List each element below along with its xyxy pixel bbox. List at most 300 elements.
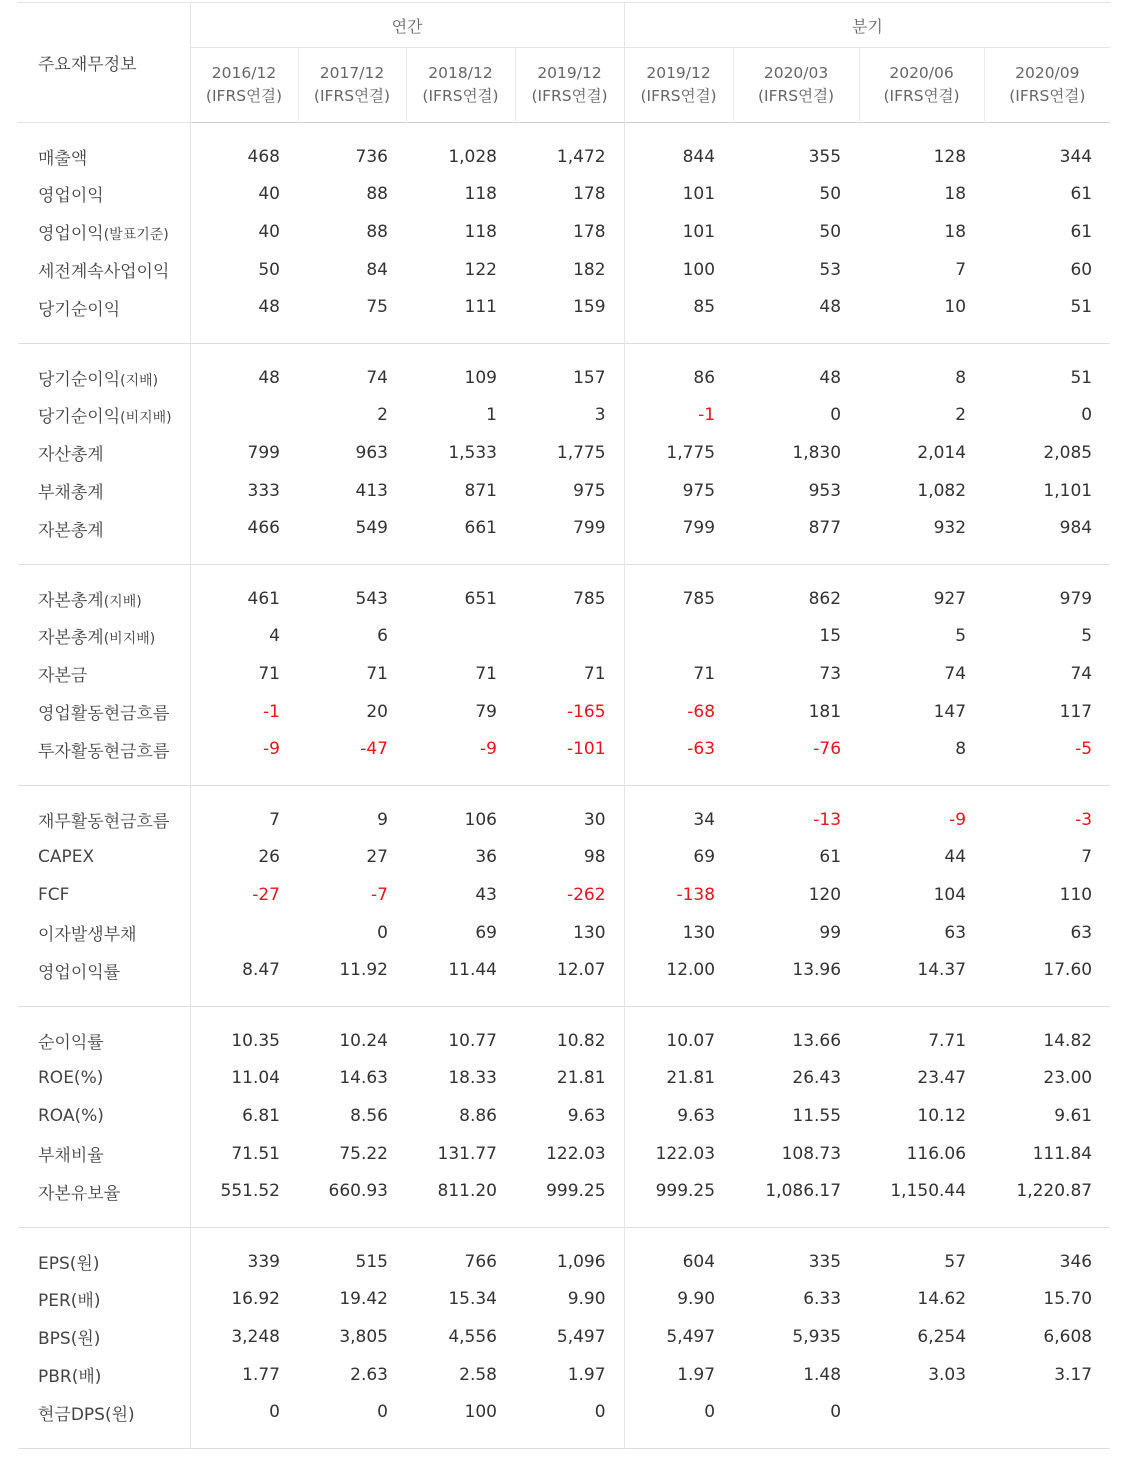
row-label — [18, 123, 190, 175]
value-cell: 111 — [464, 297, 497, 318]
row-label — [18, 786, 190, 838]
value-cell: 10.35 — [190, 1007, 298, 1059]
table-row — [18, 876, 1110, 914]
value-cell: 111.84 — [1032, 1143, 1093, 1164]
row-group — [18, 1228, 1110, 1449]
value-cell: 110 — [1059, 884, 1093, 905]
value-cell: 8 — [955, 739, 967, 760]
row-label — [18, 1059, 190, 1097]
value-cell: 122.03 — [624, 1135, 733, 1173]
value-cell: 13.66 — [792, 1030, 842, 1051]
value-cell: 57 — [944, 1251, 967, 1272]
table-row — [18, 693, 1110, 731]
period-basis: (IFRS연결) — [1009, 87, 1086, 105]
table-row — [18, 289, 1110, 344]
row-label — [18, 914, 190, 952]
value-cell: 9.63 — [624, 1097, 733, 1135]
row-label-text: 자본총계 — [38, 520, 104, 541]
value-cell: 799 — [573, 518, 606, 539]
table-header — [18, 3, 1110, 123]
row-label — [18, 1318, 190, 1356]
value-cell: -1 — [190, 693, 298, 731]
value-cell: 811.20 — [437, 1181, 497, 1202]
value-cell: 23.00 — [1043, 1067, 1093, 1088]
value-cell: 953 — [808, 480, 842, 501]
value-cell: 10.24 — [339, 1030, 388, 1051]
period-header — [190, 48, 298, 123]
period-basis: (IFRS연결) — [205, 87, 283, 105]
value-cell: 61 — [1070, 221, 1093, 242]
value-cell: 651 — [464, 588, 497, 609]
row-label-text: 당기순이익 — [38, 407, 121, 427]
period-header — [984, 48, 1110, 123]
value-cell: 963 — [355, 442, 388, 463]
row-label-text: 재무활동현금흐름 — [38, 812, 170, 833]
value-cell: 79 — [475, 701, 497, 722]
row-label — [18, 1135, 190, 1173]
value-cell: 551.52 — [190, 1173, 298, 1228]
value-cell: 13.96 — [792, 960, 842, 981]
value-cell: 10.07 — [624, 1007, 733, 1059]
period-date: 2020/09 — [1015, 64, 1080, 82]
row-label — [18, 1097, 190, 1135]
value-cell: 339 — [190, 1228, 298, 1280]
row-label — [18, 510, 190, 565]
value-cell: 984 — [1059, 518, 1093, 539]
value-cell: 785 — [573, 588, 606, 609]
row-label-text: 당기순이익 — [38, 370, 121, 391]
table-row — [18, 655, 1110, 693]
period-basis: (IFRS연결) — [757, 87, 835, 105]
value-cell: 1,775 — [624, 434, 733, 472]
value-cell: 1,028 — [448, 146, 497, 167]
table-row — [18, 344, 1110, 396]
value-cell: 88 — [366, 221, 388, 242]
row-label — [18, 1007, 190, 1059]
row-label — [18, 289, 190, 344]
value-cell: -7 — [371, 884, 388, 905]
value-cell: 69 — [475, 922, 497, 943]
value-cell: 69 — [624, 838, 733, 876]
value-cell: 108.73 — [781, 1143, 842, 1164]
table-row — [18, 1280, 1110, 1318]
row-label — [18, 1280, 190, 1318]
value-cell: 26.43 — [792, 1067, 842, 1088]
value-cell: 14.82 — [1043, 1030, 1093, 1051]
value-cell: 549 — [355, 518, 388, 539]
table-row — [18, 914, 1110, 952]
row-label-text: 영업이익 — [38, 224, 104, 244]
row-label-text: 현금DPS(원) — [38, 1404, 135, 1425]
row-label — [18, 693, 190, 731]
value-cell: 17.60 — [1043, 960, 1093, 981]
value-cell: 101 — [624, 175, 733, 213]
value-cell: 3.17 — [1054, 1364, 1093, 1385]
value-cell: 51 — [1070, 367, 1093, 388]
value-cell: -3 — [1075, 809, 1093, 830]
table-row — [18, 1059, 1110, 1097]
value-cell: -27 — [190, 876, 298, 914]
row-label-qualifier: (지배) — [103, 594, 142, 611]
value-cell: 178 — [573, 183, 606, 204]
table-row — [18, 617, 1110, 655]
table-row — [18, 1007, 1110, 1059]
value-cell: 785 — [624, 565, 733, 617]
value-cell: 736 — [355, 146, 388, 167]
value-cell: 999.25 — [546, 1181, 606, 1202]
value-cell: 75 — [366, 297, 388, 318]
value-cell: -9 — [480, 739, 497, 760]
table-row — [18, 1097, 1110, 1135]
row-label-qualifier: (비지배) — [103, 631, 156, 647]
value-cell: 1,830 — [792, 442, 842, 463]
row-label-qualifier: (지배) — [120, 373, 159, 390]
value-cell: 101 — [624, 213, 733, 251]
row-label-text: 매출액 — [38, 149, 88, 170]
period-header — [406, 48, 515, 123]
period-header — [515, 48, 624, 123]
value-cell: 19.42 — [339, 1288, 388, 1309]
value-cell: 27 — [366, 846, 388, 867]
value-cell: 122.03 — [546, 1143, 606, 1164]
header-title: 주요재무정보 — [18, 3, 190, 123]
row-label — [18, 213, 190, 251]
value-cell: 178 — [573, 221, 606, 242]
value-cell: 1,086.17 — [765, 1181, 842, 1202]
value-cell: 333 — [190, 472, 298, 510]
row-label-text: ROE(%) — [38, 1067, 104, 1088]
value-cell: 16.92 — [190, 1280, 298, 1318]
period-basis: (IFRS연결) — [531, 87, 608, 105]
value-cell: 7.71 — [928, 1030, 967, 1051]
row-label-text: 자본유보율 — [38, 1183, 121, 1204]
header-annual: 연간 — [190, 3, 624, 48]
value-cell: 73 — [819, 663, 842, 684]
row-label — [18, 1173, 190, 1228]
value-cell: 74 — [366, 367, 388, 388]
value-cell: -101 — [566, 739, 606, 760]
value-cell: 71 — [475, 663, 497, 684]
value-cell: 12.00 — [624, 952, 733, 1007]
value-cell: 98 — [583, 846, 606, 867]
value-cell: 75.22 — [339, 1143, 388, 1164]
row-label-text: 당기순이익 — [38, 299, 121, 320]
row-label — [18, 344, 190, 396]
value-cell: -68 — [624, 693, 733, 731]
value-cell: 18.33 — [448, 1067, 497, 1088]
row-label — [18, 655, 190, 693]
value-cell: 181 — [808, 701, 842, 722]
value-cell: 18 — [944, 183, 967, 204]
value-cell: 159 — [573, 297, 606, 318]
value-cell: 604 — [624, 1228, 733, 1280]
value-cell: 844 — [624, 123, 733, 175]
value-cell: 44 — [944, 846, 967, 867]
value-cell: 999.25 — [624, 1173, 733, 1228]
value-cell: 862 — [808, 588, 842, 609]
value-cell: 346 — [1059, 1251, 1093, 1272]
value-cell: 11.44 — [448, 960, 497, 981]
value-cell: -138 — [624, 876, 733, 914]
value-cell: 355 — [808, 146, 842, 167]
value-cell: 0 — [594, 1402, 606, 1423]
value-cell: 50 — [190, 251, 298, 289]
value-cell: -9 — [190, 731, 298, 786]
value-cell: 1.97 — [567, 1364, 606, 1385]
row-label-text: 순이익률 — [38, 1033, 104, 1054]
value-cell: 61 — [819, 846, 842, 867]
value-cell: 1,533 — [448, 442, 497, 463]
value-cell: 7 — [190, 786, 298, 838]
value-cell: 130 — [624, 914, 733, 952]
value-cell: 40 — [190, 175, 298, 213]
period-basis: (IFRS연결) — [640, 87, 717, 105]
value-cell: 21.81 — [624, 1059, 733, 1097]
value-cell: 1.48 — [803, 1364, 842, 1385]
value-cell: 1.77 — [190, 1356, 298, 1394]
value-cell: 14.37 — [917, 960, 967, 981]
value-cell: 661 — [464, 518, 497, 539]
row-group — [18, 786, 1110, 1007]
row-label — [18, 1394, 190, 1449]
value-cell: 128 — [933, 146, 967, 167]
value-cell: 1,101 — [1043, 480, 1093, 501]
value-cell: 48 — [819, 367, 842, 388]
value-cell: 5,935 — [792, 1326, 842, 1347]
value-cell: 877 — [808, 518, 842, 539]
row-label — [18, 838, 190, 876]
value-cell: 9.63 — [567, 1105, 606, 1126]
value-cell: 1,775 — [556, 442, 606, 463]
value-cell: 515 — [355, 1251, 388, 1272]
value-cell: 118 — [464, 221, 497, 242]
value-cell: 975 — [624, 472, 733, 510]
value-cell: 85 — [624, 289, 733, 344]
value-cell: 799 — [624, 510, 733, 565]
row-label — [18, 396, 190, 434]
period-date: 2019/12 — [646, 64, 711, 82]
row-label-qualifier: (비지배) — [120, 410, 172, 426]
row-label-text: 영업이익률 — [38, 962, 121, 983]
row-label — [18, 565, 190, 617]
row-label-text: 투자활동현금흐름 — [38, 741, 170, 762]
row-label-text: 자산총계 — [38, 445, 104, 465]
value-cell — [859, 1394, 984, 1449]
row-label-text: 영업활동현금흐름 — [38, 704, 170, 724]
value-cell: -13 — [813, 809, 842, 830]
value-cell: 14.63 — [339, 1067, 388, 1088]
value-cell: 48 — [190, 344, 298, 396]
value-cell: 1,150.44 — [890, 1181, 967, 1202]
value-cell: -165 — [566, 701, 606, 722]
value-cell: 130 — [573, 922, 606, 943]
table-row — [18, 1228, 1110, 1280]
table-row — [18, 251, 1110, 289]
value-cell: 335 — [808, 1251, 842, 1272]
value-cell: 4 — [190, 617, 298, 655]
row-label — [18, 617, 190, 655]
value-cell: 71 — [624, 655, 733, 693]
value-cell: -9 — [949, 809, 967, 830]
value-cell: 7 — [1081, 846, 1093, 867]
value-cell — [190, 914, 298, 952]
value-cell — [406, 617, 515, 655]
value-cell: 99 — [819, 922, 842, 943]
value-cell: 18 — [944, 221, 967, 242]
value-cell: 36 — [475, 846, 497, 867]
row-label — [18, 876, 190, 914]
value-cell: 10.77 — [448, 1030, 497, 1051]
value-cell: 157 — [573, 367, 606, 388]
period-header — [859, 48, 984, 123]
value-cell: 21.81 — [556, 1067, 606, 1088]
row-label-text: ROA(%) — [38, 1105, 104, 1126]
value-cell: 50 — [819, 183, 842, 204]
value-cell: 0 — [830, 1402, 842, 1423]
value-cell: 1,220.87 — [1016, 1181, 1093, 1202]
value-cell: 0 — [377, 1402, 388, 1423]
row-label-text: FCF — [38, 884, 70, 905]
value-cell: 461 — [190, 565, 298, 617]
table-row — [18, 396, 1110, 434]
row-label-text: 이자발생부채 — [38, 925, 137, 945]
value-cell: 5 — [1081, 625, 1093, 646]
value-cell — [624, 617, 733, 655]
value-cell: 71 — [583, 663, 606, 684]
value-cell: 11.04 — [190, 1059, 298, 1097]
row-group — [18, 123, 1110, 344]
value-cell: 147 — [933, 701, 967, 722]
value-cell: 182 — [573, 259, 606, 280]
period-basis: (IFRS연결) — [313, 87, 391, 105]
row-label — [18, 1356, 190, 1394]
value-cell: 0 — [830, 404, 842, 425]
value-cell: 71.51 — [190, 1135, 298, 1173]
value-cell: 30 — [583, 809, 606, 830]
value-cell: 8 — [955, 367, 967, 388]
value-cell: 26 — [190, 838, 298, 876]
row-label-text: 부채총계 — [38, 483, 104, 503]
value-cell: 74 — [944, 663, 967, 684]
row-label-text: PBR(배) — [38, 1367, 102, 1387]
row-group — [18, 1007, 1110, 1228]
row-label-text: 자본총계 — [38, 628, 104, 648]
table-row — [18, 565, 1110, 617]
row-label — [18, 434, 190, 472]
table-row — [18, 472, 1110, 510]
row-group — [18, 344, 1110, 565]
value-cell: 8.47 — [190, 952, 298, 1007]
period-date: 2019/12 — [537, 64, 602, 82]
row-label — [18, 1228, 190, 1280]
row-label — [18, 952, 190, 1007]
value-cell: 51 — [1070, 297, 1093, 318]
value-cell: 9.90 — [567, 1288, 606, 1309]
value-cell: 71 — [366, 663, 388, 684]
value-cell: -63 — [624, 731, 733, 786]
value-cell: 413 — [355, 480, 388, 501]
value-cell: 20 — [366, 701, 388, 722]
table-row — [18, 213, 1110, 251]
value-cell: 11.92 — [339, 960, 388, 981]
value-cell: 468 — [190, 123, 298, 175]
value-cell: 50 — [819, 221, 842, 242]
value-cell: 9.61 — [1054, 1105, 1093, 1126]
value-cell: 871 — [464, 480, 497, 501]
row-label-text: BPS(원) — [38, 1329, 101, 1349]
value-cell: 2.58 — [459, 1364, 497, 1385]
value-cell: 15 — [819, 625, 842, 646]
row-label — [18, 472, 190, 510]
value-cell: 100 — [464, 1402, 497, 1423]
value-cell: 11.55 — [792, 1105, 842, 1126]
value-cell: 131.77 — [437, 1143, 497, 1164]
value-cell: 932 — [933, 518, 967, 539]
table-row — [18, 175, 1110, 213]
period-date: 2020/06 — [889, 64, 954, 82]
table-row — [18, 434, 1110, 472]
value-cell: -262 — [566, 884, 606, 905]
value-cell: 74 — [1070, 663, 1093, 684]
period-header — [298, 48, 406, 123]
value-cell: 0 — [1081, 404, 1093, 425]
value-cell: 100 — [624, 251, 733, 289]
table-row — [18, 1356, 1110, 1394]
value-cell: 1 — [486, 404, 497, 425]
value-cell: 15.70 — [1043, 1288, 1093, 1309]
value-cell: 0 — [624, 1394, 733, 1449]
table-row — [18, 123, 1110, 175]
value-cell: 6.33 — [803, 1288, 842, 1309]
value-cell: 48 — [819, 297, 842, 318]
value-cell: 10 — [944, 297, 967, 318]
period-basis: (IFRS연결) — [422, 87, 499, 105]
value-cell: 927 — [933, 588, 967, 609]
value-cell: 975 — [573, 480, 606, 501]
value-cell: 344 — [1059, 146, 1093, 167]
value-cell: 122 — [464, 259, 497, 280]
value-cell: 2 — [377, 404, 388, 425]
table-row — [18, 838, 1110, 876]
period-date: 2020/03 — [763, 64, 829, 82]
row-label-text: 영업이익 — [38, 186, 104, 206]
value-cell: 3,248 — [190, 1318, 298, 1356]
value-cell: 3.03 — [928, 1364, 967, 1385]
table-row — [18, 1394, 1110, 1449]
row-label — [18, 251, 190, 289]
value-cell: -76 — [813, 739, 842, 760]
table-row — [18, 731, 1110, 786]
financial-table-container — [18, 2, 1110, 1449]
value-cell: 8.86 — [459, 1105, 497, 1126]
value-cell: 9 — [377, 809, 388, 830]
table-row — [18, 952, 1110, 1007]
row-label-text: 자본금 — [38, 666, 88, 686]
row-group — [18, 565, 1110, 786]
value-cell: 84 — [366, 259, 388, 280]
table-row — [18, 786, 1110, 838]
row-label — [18, 731, 190, 786]
table-row — [18, 1318, 1110, 1356]
value-cell: 118 — [464, 183, 497, 204]
row-label — [18, 175, 190, 213]
value-cell: 1,082 — [917, 480, 967, 501]
row-label-text: PER(배) — [38, 1291, 101, 1311]
header-quarter: 분기 — [624, 3, 1110, 48]
table-row — [18, 510, 1110, 565]
value-cell: 60 — [1070, 259, 1093, 280]
value-cell: 88 — [366, 183, 388, 204]
